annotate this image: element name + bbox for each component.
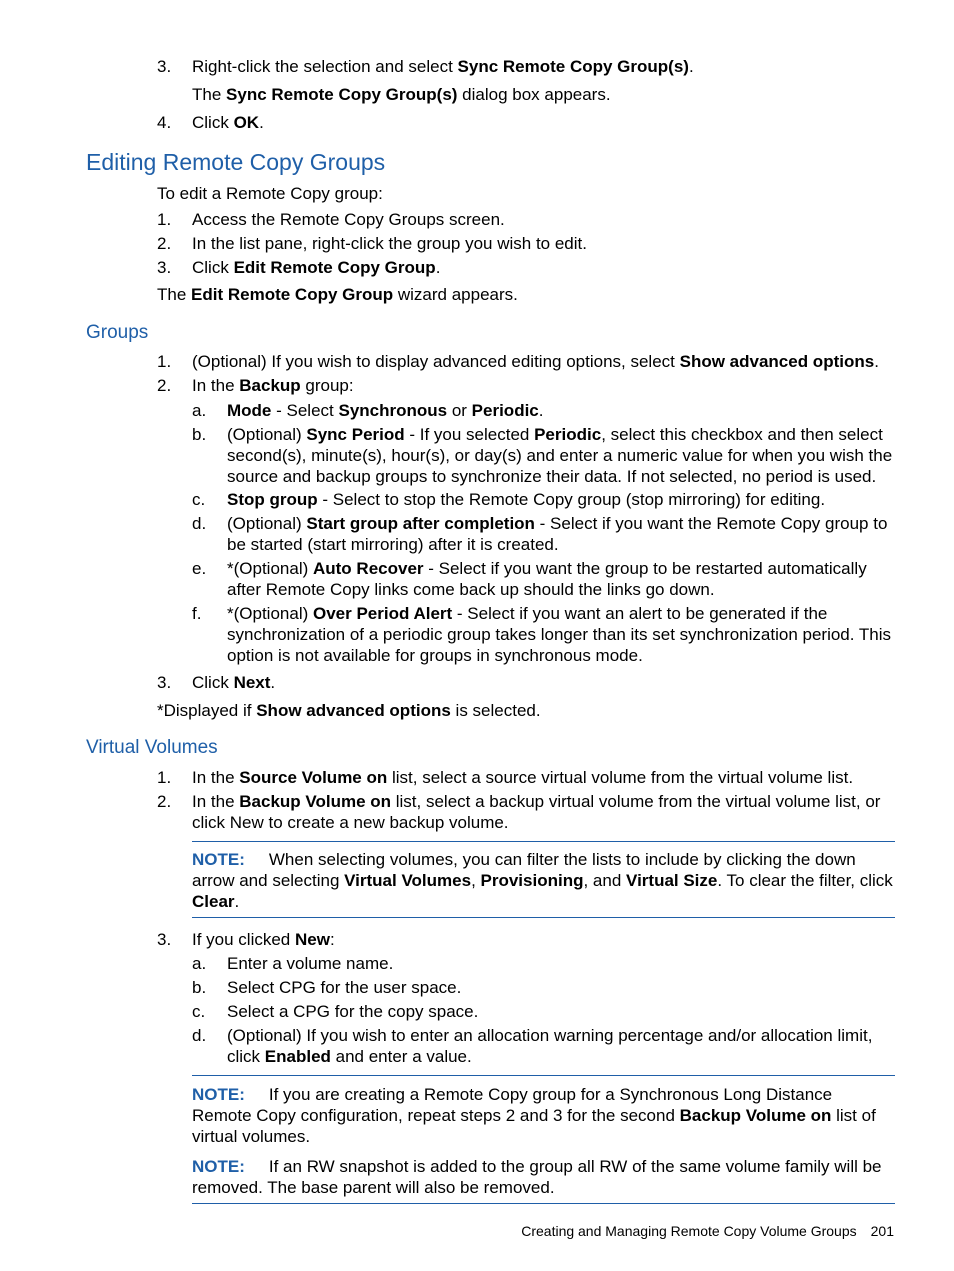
note-box bbox=[192, 841, 895, 918]
substep-text: (Optional) Start group after completion - Select if you want the Remote Copy group to be started (start mirroring) after it is created. bbox=[227, 514, 888, 554]
step-number: 3. bbox=[157, 57, 172, 76]
substep-text: Select a CPG for the copy space. bbox=[227, 1002, 479, 1021]
step-number: 1. bbox=[157, 768, 172, 787]
step-text: In the list pane, right-click the group you wish to edit. bbox=[192, 234, 587, 253]
note-label: NOTE: bbox=[192, 850, 245, 869]
step-text: If you clicked New: bbox=[192, 930, 335, 949]
substep-text: (Optional) Sync Period - If you selected Periodic, select this checkbox and then select second(s), minute(s), hour(s), or day(s) and enter a numeric value for when you wish the source and backup groups to synchronize their data. If not selected, no period is used. bbox=[227, 425, 893, 486]
step-text: Access the Remote Copy Groups screen. bbox=[192, 210, 505, 229]
step-text: (Optional) If you wish to display advanced editing options, select Show advanced options. bbox=[192, 352, 879, 371]
step-text: In the Source Volume on list, select a source virtual volume from the virtual volume list. bbox=[192, 768, 854, 787]
step-text: Right-click the selection and select Sync Remote Copy Group(s). bbox=[192, 57, 694, 76]
substep-text: *(Optional) Over Period Alert - Select if you want an alert to be generated if the synchronization of a periodic group takes longer than its set synchronization period. This option is not available for groups in synchronous mode. bbox=[227, 604, 892, 665]
substep-letter: d. bbox=[192, 1026, 207, 1045]
step-subtext: The Sync Remote Copy Group(s) dialog box appears. bbox=[192, 85, 611, 104]
footnote-text: *Displayed if Show advanced options is selected. bbox=[157, 701, 541, 720]
substep-text: (Optional) If you wish to enter an allocation warning percentage and/or allocation limit, click Enabled and enter a value. bbox=[227, 1026, 873, 1066]
step-number: 1. bbox=[157, 210, 172, 229]
step-number: 3. bbox=[157, 673, 172, 692]
step-text: Click Next. bbox=[192, 673, 276, 692]
step-text: Click OK. bbox=[192, 113, 264, 132]
note-text: NOTE: If you are creating a Remote Copy group for a Synchronous Long Distance Remote Copy configuration, repeat steps 2 and 3 for the second Backup Volume on list of virtual volumes. bbox=[192, 1085, 876, 1146]
step-number: 1. bbox=[157, 352, 172, 371]
step-number: 2. bbox=[157, 376, 172, 395]
substep-letter: c. bbox=[192, 1002, 206, 1021]
substep-text: Mode - Select Synchronous or Periodic. bbox=[227, 401, 544, 420]
step-text: In the Backup Volume on list, select a backup virtual volume from the virtual volume list, or click New to create a new backup volume. bbox=[192, 792, 881, 832]
page-footer bbox=[521, 1222, 894, 1240]
section-heading: Editing Remote Copy Groups bbox=[86, 149, 386, 175]
substep-letter: b. bbox=[192, 978, 207, 997]
note-text: NOTE: When selecting volumes, you can filter the lists to include by clicking the down arrow and selecting Virtual Volumes, Provisioning, and Virtual Size. To clear the filter, click Clear. bbox=[192, 850, 893, 911]
note-label: NOTE: bbox=[192, 1085, 245, 1104]
substep-text: Enter a volume name. bbox=[227, 954, 394, 973]
substep-letter: b. bbox=[192, 425, 207, 444]
step-text: In the Backup group: bbox=[192, 376, 354, 395]
step-number: 4. bbox=[157, 113, 172, 132]
note-label: NOTE: bbox=[192, 1157, 245, 1176]
note-box bbox=[192, 1075, 895, 1204]
substep-letter: c. bbox=[192, 490, 206, 509]
substep-letter: e. bbox=[192, 559, 207, 578]
substep-letter: d. bbox=[192, 514, 207, 533]
step-number: 2. bbox=[157, 234, 172, 253]
subsection-heading: Groups bbox=[86, 322, 149, 343]
step-number: 3. bbox=[157, 258, 172, 277]
substep-letter: a. bbox=[192, 401, 207, 420]
substep-text: Stop group - Select to stop the Remote Copy group (stop mirroring) for editing. bbox=[227, 490, 826, 509]
note-text: NOTE: If an RW snapshot is added to the group all RW of the same volume family will be removed. The base parent will also be removed. bbox=[192, 1157, 882, 1197]
lead-text: To edit a Remote Copy group: bbox=[157, 184, 383, 203]
substep-letter: a. bbox=[192, 954, 207, 973]
page-number: 201 bbox=[870, 1223, 894, 1239]
step-number: 2. bbox=[157, 792, 172, 811]
substep-letter: f. bbox=[192, 604, 202, 623]
step-number: 3. bbox=[157, 930, 172, 949]
result-text: The Edit Remote Copy Group wizard appears. bbox=[157, 285, 518, 304]
subsection-heading: Virtual Volumes bbox=[86, 737, 218, 758]
substep-text: Select CPG for the user space. bbox=[227, 978, 462, 997]
step-text: Click Edit Remote Copy Group. bbox=[192, 258, 441, 277]
substep-text: *(Optional) Auto Recover - Select if you want the group to be restarted automatically after Remote Copy links come back up should the links go down. bbox=[227, 559, 867, 599]
footer-title: Creating and Managing Remote Copy Volume Groups bbox=[521, 1223, 857, 1239]
